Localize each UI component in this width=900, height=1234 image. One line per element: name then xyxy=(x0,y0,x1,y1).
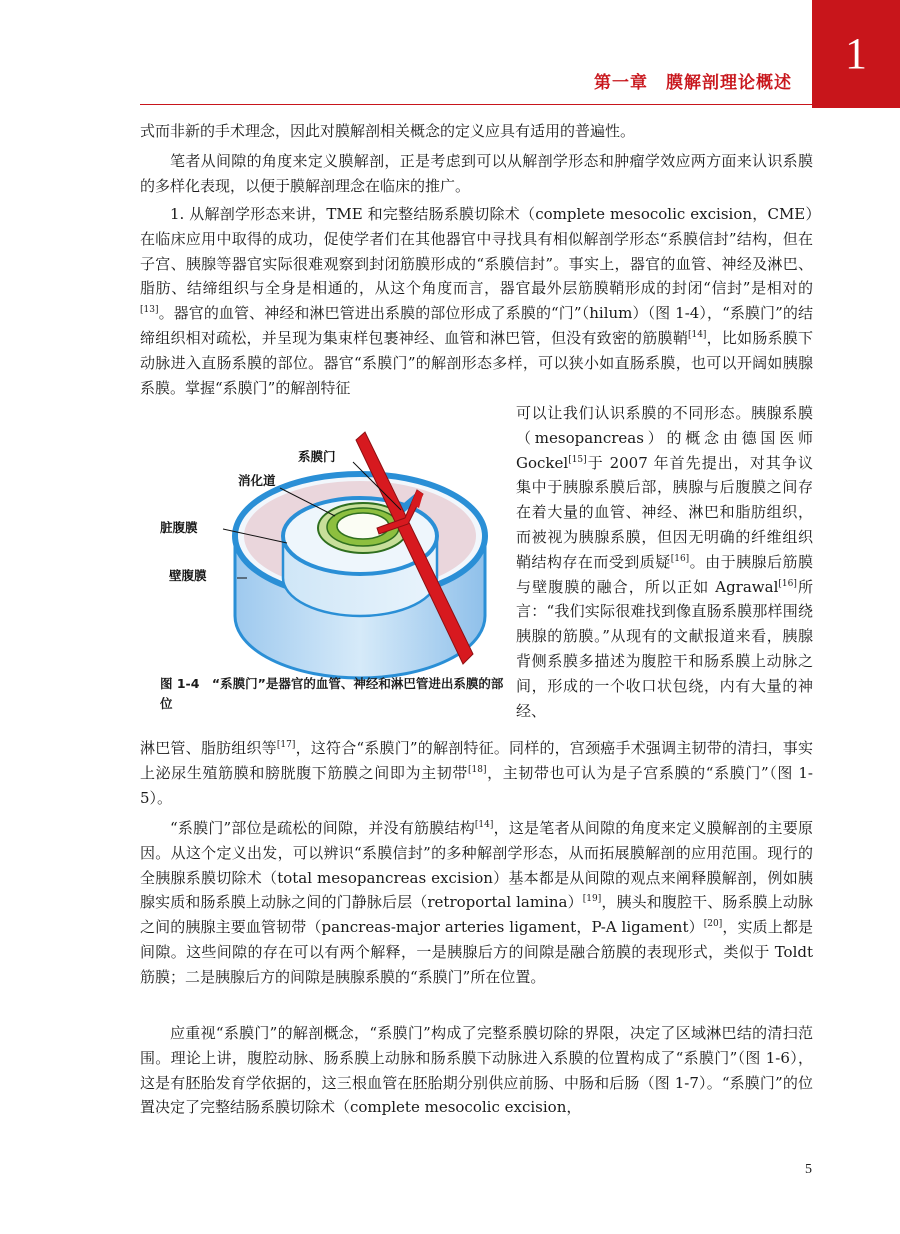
label-parietal-peritoneum: 壁腹膜 xyxy=(169,568,207,583)
citation: [13] xyxy=(140,305,159,316)
citation: [14] xyxy=(687,329,707,340)
chapter-number: 1 xyxy=(845,29,867,78)
text-run: ，这符合“系膜门”的解剖特征。同样的，宫颈癌手术强调主韧带的清扫，事实上泌尿生殖筋膜和膀胱腹下筋膜之间即为主韧带 xyxy=(140,739,813,782)
text-run: 1. 从解剖学形态来讲，TME 和完整结肠系膜切除术（complete mesocolic excision，CME）在临床应用中取得的成功，促使学者们在其他器官中寻找具有相似解剖学形态“系膜信封”结构，但在子宫、胰腺等器官实际很难观察到封闭筋膜形成的“系膜信封”。事实上，器官的血管、神经及淋巴、脂肪、结缔组织与全身是相通的，从这个角度而言，器官最外层筋膜鞘形成的封闭“信封”是相对的 xyxy=(140,205,813,298)
text-run: ，胰头和腹腔干、肠系膜上动脉之间的胰腺主要血管韧带（pancreas-major arteries ligament，P-A ligament） xyxy=(140,893,813,937)
chapter-number-tab xyxy=(812,0,900,108)
text-run: 于 2007 年首先提出，对其争议集中于胰腺系膜后部，胰腺与后腹膜之间存在着大量的血管、神经、淋巴和脂肪组织，而被视为胰腺系膜，但因无明确的纤维组织鞘结构存在而受到质疑 xyxy=(516,453,813,571)
paragraph-3 xyxy=(140,202,813,400)
citation: [20] xyxy=(703,919,723,930)
citation: [15] xyxy=(568,454,587,465)
figure-1-4 xyxy=(155,418,500,696)
paragraph-3-continued xyxy=(140,736,813,810)
figure-caption: 图 1-4 “系膜门”是器官的血管、神经和淋巴管进出系膜的部位 xyxy=(160,676,504,711)
citation: [19] xyxy=(582,894,602,905)
text-run: “系膜门”部位是疏松的间隙，并没有筋膜结构 xyxy=(170,819,475,837)
text-run: 所言：“我们实际很难找到像直肠系膜那样围绕胰腺的筋膜。”从现有的文献报道来看，胰腺背侧系膜多描述为腹腔干和肠系膜上动脉之间，形成的一个收口状包绕，内有大量的神经、 xyxy=(516,577,813,720)
citation: [14] xyxy=(474,820,494,830)
text-run: 。由于胰腺后筋膜与壁腹膜的融合，所以正如 Agrawal xyxy=(516,552,813,596)
paragraph-2: 笔者从间隙的角度来定义膜解剖，正是考虑到可以从解剖学形态和肿瘤学效应两方面来认识系膜的多样化表现，以便于膜解剖理念在临床的推广。 xyxy=(140,152,813,195)
citation: [18] xyxy=(468,764,487,775)
paragraph-1: 式而非新的手术理念，因此对膜解剖相关概念的定义应具有适用的普遍性。 xyxy=(140,122,636,140)
label-gut: 消化道 xyxy=(238,473,276,488)
chapter-title: 第一章 膜解剖理论概述 xyxy=(594,73,792,93)
citation: [16] xyxy=(670,553,690,564)
text-run: ，主韧带也可认为是子宫系膜的“系膜门”（图 1-5）。 xyxy=(140,763,813,807)
paragraph-3-column xyxy=(516,401,813,723)
paragraph-5: 应重视“系膜门”的解剖概念，“系膜门”构成了完整系膜切除的界限，决定了区域淋巴结的清扫范围。理论上讲，腹腔动脉、肠系膜上动脉和肠系膜下动脉进入系膜的位置构成了“系膜门”（图 1-6），这是有胚胎发育学依据的，这三根血管在胚胎期分别供应前肠、中肠和后肠（图 1-7）。“系膜门”的位置决定了完整结肠系膜切除术（complete mesocolic excision， xyxy=(140,1024,813,1117)
text-run: 可以让我们认识系膜的不同形态。胰腺系膜（mesopancreas）的概念由德国医师 Gockel xyxy=(516,404,813,472)
label-hilum: 系膜门 xyxy=(298,449,336,464)
paragraph-4 xyxy=(140,816,813,990)
citation: [17] xyxy=(276,740,296,750)
text-run: 淋巴管、脂肪组织等 xyxy=(140,739,277,757)
text-run: ，实质上都是间隙。这些间隙的存在可以有两个解释，一是胰腺后方的间隙是融合筋膜的表现形式，类似于 Toldt 筋膜；二是胰腺后方的间隙是胰腺系膜的“系膜门”所在位置。 xyxy=(140,918,813,986)
text-run: 。器官的血管、神经和淋巴管进出系膜的部位形成了系膜的“门”（hilum）（图 1-4），“系膜门”的结缔组织相对疏松，并呈现为集束样包裹神经、血管和淋巴管，但没有致密的筋膜鞘 xyxy=(140,304,813,347)
header-rule xyxy=(140,104,900,105)
text-run: ，比如肠系膜下动脉进入直肠系膜的部位。器官“系膜门”的解剖形态多样，可以狭小如直肠系膜，也可以开阔如胰腺系膜。掌握“系膜门”的解剖特征 xyxy=(140,328,813,397)
page-number: 5 xyxy=(805,1162,812,1177)
text-run: ，这是笔者从间隙的角度来定义膜解剖的主要原因。从这个定义出发，可以辨识“系膜信封”的多种解剖学形态，从而拓展膜解剖的应用范围。现行的全胰腺系膜切除术（total mesopancreas excision）基本都是从间隙的观点来阐释膜解剖，例如胰腺实质和肠系膜上动脉之间的门静脉后层（retroportal lamina） xyxy=(140,819,813,912)
citation: [16] xyxy=(778,578,797,589)
label-visceral-peritoneum: 脏腹膜 xyxy=(160,520,198,535)
